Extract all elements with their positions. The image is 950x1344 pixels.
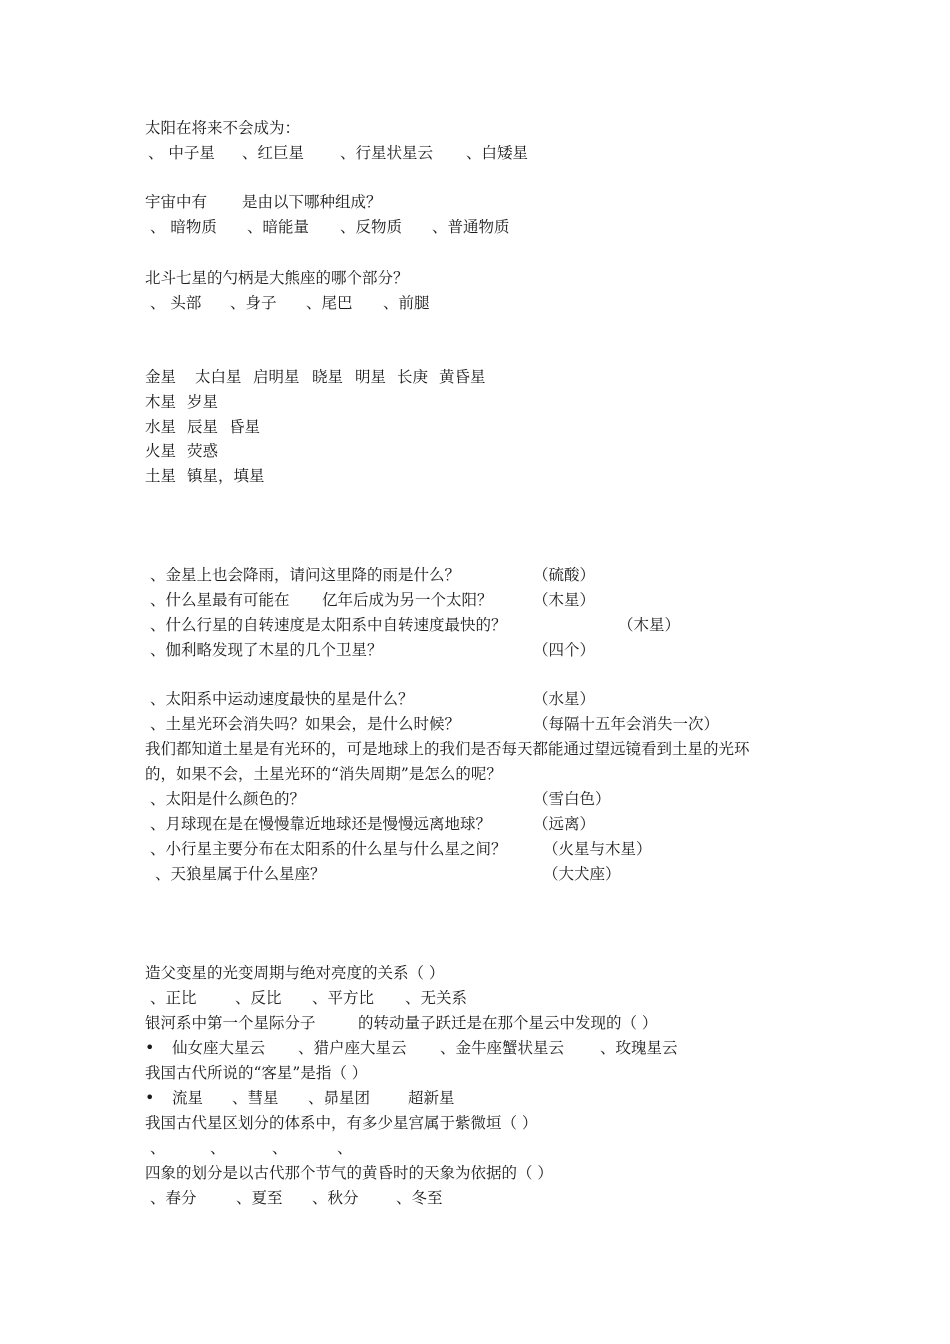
alias: 黄昏星 (439, 368, 486, 386)
option-d: 、玫瑰星云 (600, 1039, 678, 1057)
question-text-start: 宇宙中有 (145, 193, 208, 211)
question-text: 太阳在将来不会成为： (145, 119, 301, 137)
qa-question: 、伽利略发现了木星的几个卫星？ (150, 641, 383, 659)
question-text-end: 的转动量子跃迁是在那个星云中发现的（ ） (358, 1014, 658, 1032)
qa-question: 、太阳系中运动速度最快的星是什么？ (150, 690, 414, 708)
qa-question: 、天狼星属于什么星座？ (155, 865, 326, 883)
option-c: 、反物质 (340, 218, 403, 236)
option-b: 、身子 (230, 294, 277, 312)
qa-answer: （木星） (533, 591, 596, 609)
option-a: 、 (150, 1139, 166, 1157)
option-a: 、正比 (150, 989, 197, 1007)
option-b: 、 (210, 1139, 226, 1157)
qa-answer: （大犬座） (543, 865, 621, 883)
qa-question: 、土星光环会消失吗？如果会，是什么时候？ (150, 715, 461, 733)
qa-question: 、太阳是什么颜色的？ (150, 790, 306, 808)
alias: 昏星 (229, 418, 261, 436)
qa-question: 、金星上也会降雨，请问这里降的雨是什么？ (150, 566, 461, 584)
qa-question: 、月球现在是在慢慢靠近地球还是慢慢远离地球？ (150, 815, 492, 833)
question-text: 北斗七星的勺柄是大熊座的哪个部分？ (145, 269, 409, 287)
question-text-end: 是由以下哪种组成？ (242, 193, 382, 211)
alias: 荧惑 (187, 442, 219, 460)
question-text: 我国古代星区划分的体系中，有多少星宫属于紫微垣（ ） (145, 1114, 538, 1132)
alias: 辰星 (187, 418, 219, 436)
planet-name: 金星 (145, 368, 177, 386)
option-c: 、 (272, 1139, 288, 1157)
option-c: 、行星状星云 (340, 144, 434, 162)
option-a: 、 头部 (150, 294, 202, 312)
option-c: 、尾巴 (306, 294, 353, 312)
qa-answer: （每隔十五年会消失一次） (533, 715, 720, 733)
option-b: 、猎户座大星云 (298, 1039, 407, 1057)
option-d: 、无关系 (405, 989, 468, 1007)
planet-name: 土星 (145, 467, 177, 485)
option-c: 、秋分 (312, 1189, 359, 1207)
option-b: 、反比 (235, 989, 282, 1007)
question-text-start: 银河系中第一个星际分子 (145, 1014, 316, 1032)
alias: 启明星 (253, 368, 300, 386)
alias: 镇星，填星 (187, 467, 265, 485)
qa-answer: （四个） (533, 641, 596, 659)
qa-answer: （火星与木星） (543, 840, 652, 858)
option-a: 仙女座大星云 (172, 1039, 266, 1057)
qa-question-end: 亿年后成为另一个太阳？ (322, 591, 493, 609)
question-text: 四象的划分是以古代那个节气的黄昏时的天象为依据的（ ） (145, 1164, 553, 1182)
qa-answer: （木星） (618, 616, 681, 634)
option-d: 、白矮星 (466, 144, 529, 162)
planet-name: 木星 (145, 393, 177, 411)
option-b: 、彗星 (232, 1089, 279, 1107)
alias: 太白星 (195, 368, 242, 386)
option-d: 超新星 (408, 1089, 455, 1107)
question-text: 我国古代所说的“客星”是指（ ） (145, 1064, 368, 1082)
option-a: 、春分 (150, 1189, 197, 1207)
alias: 晓星 (312, 368, 344, 386)
qa-answer: （水星） (533, 690, 596, 708)
paragraph-text: 我们都知道土星是有光环的，可是地球上的我们是否每天都能通过望远镜看到土星的光环 (145, 740, 750, 758)
option-a: 、 暗物质 (150, 218, 217, 236)
option-c: 、平方比 (312, 989, 375, 1007)
alias: 长庚 (397, 368, 429, 386)
planet-name: 火星 (145, 442, 177, 460)
option-a: 、 中子星 (148, 144, 215, 162)
planet-name: 水星 (145, 418, 177, 436)
qa-answer: （雪白色） (533, 790, 611, 808)
option-b: 、夏至 (236, 1189, 283, 1207)
bullet-icon: • (145, 1038, 155, 1057)
qa-question: 、什么行星的自转速度是太阳系中自转速度最快的？ (150, 616, 507, 634)
option-d: 、普通物质 (432, 218, 510, 236)
option-c: 、昴星团 (308, 1089, 371, 1107)
option-d: 、冬至 (396, 1189, 443, 1207)
qa-question: 、小行星主要分布在太阳系的什么星与什么星之间？ (150, 840, 507, 858)
alias: 明星 (355, 368, 387, 386)
option-d: 、 (337, 1139, 353, 1157)
option-a: 流星 (172, 1089, 204, 1107)
bullet-icon: • (145, 1088, 155, 1107)
paragraph-text: 的，如果不会，土星光环的“消失周期”是怎么的呢？ (145, 765, 502, 783)
qa-answer: （硫酸） (533, 566, 596, 584)
alias: 岁星 (187, 393, 219, 411)
option-d: 、前腿 (383, 294, 430, 312)
qa-answer: （远离） (533, 815, 596, 833)
question-text: 造父变星的光变周期与绝对亮度的关系（ ） (145, 964, 445, 982)
option-b: 、暗能量 (247, 218, 310, 236)
option-b: 、红巨星 (242, 144, 305, 162)
option-c: 、金牛座蟹状星云 (440, 1039, 565, 1057)
qa-question-start: 、什么星最有可能在 (150, 591, 290, 609)
